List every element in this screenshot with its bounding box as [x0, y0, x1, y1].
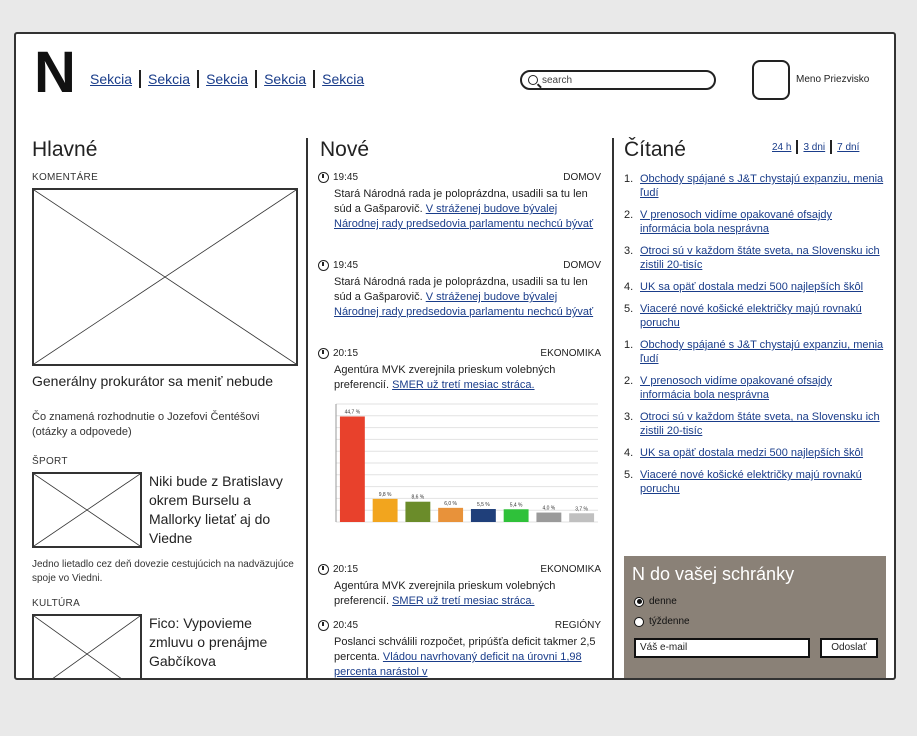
most-read-link[interactable]: Otroci sú v každom štáte sveta, na Slovensku ich zistili 20-tisíc	[640, 245, 880, 271]
news-time: 19:45	[333, 172, 359, 183]
news-item	[318, 258, 601, 320]
radio-weekly[interactable]	[634, 616, 690, 627]
news-text: Stará Národná rada je poloprázdna, usadili sa tu len súd a Gašparovič.	[334, 276, 588, 303]
news-text: Agentúra MVK zverejnila prieskum volebných preferencií.	[334, 364, 556, 391]
chart-data-label: 3,7 %	[575, 506, 589, 513]
news-category[interactable]: EKONOMIKA	[540, 348, 601, 359]
nav-item-2[interactable]: Sekcia	[148, 71, 191, 87]
radio-daily[interactable]	[634, 596, 677, 607]
most-read-item	[624, 446, 884, 460]
section-title-citane: Čítané	[624, 138, 686, 161]
page	[14, 32, 896, 680]
main-subheadline[interactable]: Čo znamená rozhodnutie o Jozefovi Čentéšovi (otázky a odpovede)	[32, 411, 260, 438]
site-logo[interactable]: N	[34, 40, 76, 105]
most-read-number: 2.	[624, 209, 634, 221]
most-read-link[interactable]: UK sa opäť dostala medzi 500 najlepších škôl	[640, 281, 864, 293]
chart-bar[interactable]	[569, 513, 594, 522]
most-read-item	[624, 374, 884, 402]
chart-data-label: 5,4 %	[509, 502, 523, 509]
most-read-item	[624, 302, 884, 330]
chart-bar[interactable]	[405, 502, 430, 522]
most-read-number: 5.	[624, 469, 634, 481]
news-text: Agentúra MVK zverejnila prieskum volebných preferencií.	[334, 580, 556, 607]
avatar[interactable]	[752, 60, 790, 100]
most-read-item	[624, 338, 884, 366]
news-link[interactable]: V stráženej budove bývalej Národnej rady predsedovia parlamentu nechcú bývať	[334, 203, 594, 230]
main-image-placeholder[interactable]	[32, 188, 298, 366]
news-time: 20:45	[333, 620, 359, 631]
most-read-link[interactable]: UK sa opäť dostala medzi 500 najlepších škôl	[640, 447, 864, 459]
section-title-main: Hlavné	[32, 138, 98, 161]
news-link[interactable]: SMER už tretí mesiac stráca.	[392, 595, 535, 607]
column-divider	[612, 138, 614, 680]
sport-headline[interactable]: Niki bude z Bratislavy okrem Burselu a Mallorky lietať aj do Viedne	[149, 473, 283, 546]
search-input[interactable]	[520, 70, 716, 90]
news-time: 19:45	[333, 260, 359, 271]
most-read-link[interactable]: Viaceré nové košické električky majú rovnakú poruchu	[640, 303, 862, 329]
kultura-headline[interactable]: Fico: Vypovieme zmluvu o prenájme Gabčíkova	[149, 615, 268, 669]
user-name[interactable]: Meno Priezvisko	[796, 74, 870, 85]
email-field[interactable]: Váš e-mail	[634, 638, 810, 658]
most-read-link[interactable]: Viaceré nové košické električky majú rovnakú poruchu	[640, 469, 862, 495]
news-item	[318, 618, 601, 680]
most-read-link[interactable]: Otroci sú v každom štáte sveta, na Slovensku ich zistili 20-tisíc	[640, 411, 880, 437]
clock-icon	[318, 260, 329, 271]
newsletter-box	[624, 556, 886, 680]
most-read-link[interactable]: Obchody spájané s J&T chystajú expanziu, menia ľudí	[640, 339, 884, 365]
clock-icon	[318, 172, 329, 183]
chart-data-label: 9,8 %	[378, 491, 392, 498]
news-time: 20:15	[333, 348, 359, 359]
radio-checked-icon[interactable]	[634, 597, 644, 607]
chart-data-label: 6,0 %	[444, 500, 458, 507]
section-title-nove: Nové	[320, 138, 370, 161]
chart-data-label: 44,7 %	[344, 409, 361, 416]
radio-daily-label: denne	[649, 596, 677, 607]
tab-divider	[796, 140, 798, 154]
sport-label: ŠPORT	[32, 456, 68, 467]
komentare-label: KOMENTÁRE	[32, 172, 99, 183]
nav-divider	[313, 70, 315, 88]
most-read-number: 3.	[624, 411, 634, 423]
most-read-link[interactable]: V prenosoch vidíme opakované ofsajdy informácia bola nesprávna	[640, 209, 833, 235]
most-read-item	[624, 172, 884, 200]
news-text: Stará Národná rada je poloprázdna, usadili sa tu len súd a Gašparovič.	[334, 188, 588, 215]
tab-7-dni[interactable]: 7 dní	[837, 141, 860, 153]
news-text: Poslanci schválili rozpočet, pripúšťa deficit takmer 2,5 percenta.	[334, 636, 596, 663]
clock-icon	[318, 620, 329, 631]
send-button[interactable]: Odoslať	[820, 638, 878, 658]
clock-icon	[318, 348, 329, 359]
kultura-label: KULTÚRA	[32, 598, 81, 609]
news-link[interactable]: SMER už tretí mesiac stráca.	[392, 379, 535, 391]
news-item	[318, 170, 601, 232]
kultura-image-placeholder[interactable]	[32, 614, 142, 680]
poll-bar-chart	[318, 398, 604, 546]
chart-bar[interactable]	[438, 508, 463, 522]
most-read-number: 3.	[624, 245, 634, 257]
clock-icon	[318, 564, 329, 575]
most-read-item	[624, 468, 884, 496]
nav-divider	[139, 70, 141, 88]
news-time: 20:15	[333, 564, 359, 575]
most-read-item	[624, 410, 884, 438]
most-read-number: 4.	[624, 447, 634, 459]
sport-subheadline[interactable]: Jedno lietadlo cez deň dovezie cestujúcich na nadväzujúce spoje vo Viedni.	[32, 559, 294, 584]
most-read-item	[624, 244, 884, 272]
nav-item-1[interactable]: Sekcia	[90, 71, 133, 87]
chart-data-label: 5,5 %	[476, 502, 490, 509]
period-tabs	[772, 140, 859, 154]
chart-bar[interactable]	[471, 509, 496, 522]
nav-item-3[interactable]: Sekcia	[206, 71, 249, 87]
most-read-number: 4.	[624, 281, 634, 293]
news-link[interactable]: V stráženej budove bývalej Národnej rady predsedovia parlamentu nechcú bývať	[334, 291, 594, 318]
most-read-number: 1.	[624, 339, 634, 351]
radio-weekly-label: týždenne	[649, 616, 690, 627]
most-read-item	[624, 280, 884, 294]
news-category[interactable]: DOMOV	[563, 172, 601, 183]
news-link[interactable]: Vládou navrhovaný deficit na úrovni 1,98 percenta narástol v	[334, 651, 582, 678]
news-category[interactable]: DOMOV	[563, 260, 601, 271]
nav-divider	[255, 70, 257, 88]
sport-image-placeholder[interactable]	[32, 472, 142, 548]
most-read-number: 5.	[624, 303, 634, 315]
chart-data-label: 8,6 %	[411, 494, 425, 501]
most-read-list	[624, 172, 884, 504]
nav-item-4[interactable]: Sekcia	[264, 71, 307, 87]
tab-3-dni[interactable]: 3 dni	[803, 141, 826, 153]
news-category[interactable]: EKONOMIKA	[540, 564, 601, 575]
chart-bar[interactable]	[373, 499, 398, 522]
column-divider	[306, 138, 308, 680]
news-item	[318, 346, 601, 393]
most-read-link[interactable]: V prenosoch vidíme opakované ofsajdy informácia bola nesprávna	[640, 375, 833, 401]
chart-bar[interactable]	[504, 509, 529, 522]
chart-bar[interactable]	[536, 513, 561, 522]
nav-item-5[interactable]: Sekcia	[322, 71, 365, 87]
radio-unchecked-icon[interactable]	[634, 617, 644, 627]
tab-24h[interactable]: 24 h	[772, 141, 792, 153]
search-icon	[528, 75, 538, 85]
most-read-item	[624, 208, 884, 236]
most-read-link[interactable]: Obchody spájané s J&T chystajú expanziu, menia ľudí	[640, 173, 884, 199]
most-read-number: 1.	[624, 173, 634, 185]
main-nav	[90, 70, 364, 88]
news-category[interactable]: REGIÓNY	[554, 620, 601, 631]
nav-divider	[197, 70, 199, 88]
search-placeholder: search	[542, 74, 573, 86]
news-item	[318, 562, 601, 609]
most-read-number: 2.	[624, 375, 634, 387]
main-headline[interactable]: Generálny prokurátor sa meniť nebude	[32, 373, 274, 389]
newsletter-title: N do vašej schránky	[632, 564, 795, 584]
tab-divider	[830, 140, 832, 154]
chart-bar[interactable]	[340, 417, 365, 522]
chart-data-label: 4,0 %	[542, 505, 556, 512]
